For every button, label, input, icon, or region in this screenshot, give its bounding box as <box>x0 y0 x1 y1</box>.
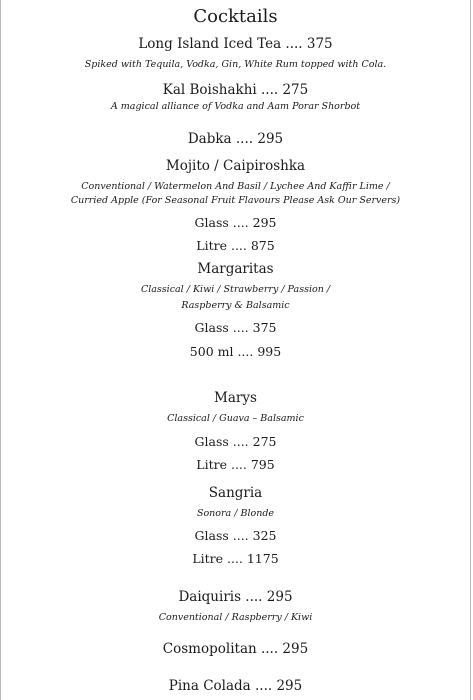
section-title: Cocktails <box>193 6 278 27</box>
item-cosmopolitan: Cosmopolitan .... 295 <box>162 641 309 657</box>
desc-mojito-1: Conventional / Watermelon And Basil / Lychee And Kaffir Lime / <box>81 181 390 192</box>
desc-marys: Classical / Guava – Balsamic <box>167 413 304 424</box>
item-marys: Marys <box>214 390 257 406</box>
desc-daiquiris: Conventional / Raspberry / Kiwi <box>158 612 313 623</box>
price-mojito-glass: Glass .... 295 <box>194 215 277 230</box>
price-marys-glass: Glass .... 275 <box>194 434 277 449</box>
price-sangria-litre: Litre .... 1175 <box>192 551 279 566</box>
item-margaritas: Margaritas <box>197 261 274 277</box>
item-mojito: Mojito / Caipiroshka <box>165 158 306 174</box>
item-sangria: Sangria <box>208 485 263 501</box>
desc-long-island: Spiked with Tequila, Vodka, Gin, White Rum topped with Cola. <box>84 59 387 70</box>
item-long-island: Long Island Iced Tea .... 375 <box>138 36 333 52</box>
desc-kal-boishakhi: A magical alliance of Vodka and Aam Porar Shorbot <box>110 101 361 112</box>
price-margaritas-500ml: 500 ml .... 995 <box>189 344 282 359</box>
price-mojito-litre: Litre .... 875 <box>196 238 275 253</box>
desc-margaritas-2: Raspberry & Balsamic <box>181 300 290 311</box>
item-kal-boishakhi: Kal Boishakhi .... 275 <box>162 82 309 98</box>
item-pina-colada: Pina Colada .... 295 <box>168 678 303 694</box>
desc-margaritas-1: Classical / Kiwi / Strawberry / Passion / <box>140 284 331 295</box>
desc-sangria: Sonora / Blonde <box>196 508 275 519</box>
item-dabka: Dabka .... 295 <box>187 131 284 147</box>
price-sangria-glass: Glass .... 325 <box>194 528 277 543</box>
desc-mojito-2: Curried Apple (For Seasonal Fruit Flavours Please Ask Our Servers) <box>70 195 401 206</box>
price-marys-litre: Litre .... 795 <box>196 457 275 472</box>
item-daiquiris: Daiquiris .... 295 <box>178 589 293 605</box>
price-margaritas-glass: Glass .... 375 <box>194 320 277 335</box>
